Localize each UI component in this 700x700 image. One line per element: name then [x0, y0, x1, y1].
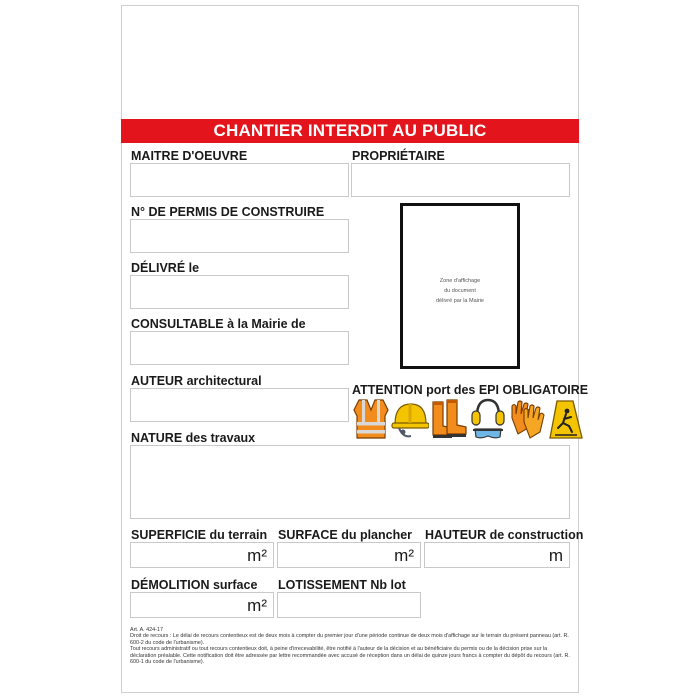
superficie-unit: m² [247, 546, 267, 565]
superficie-label [131, 528, 267, 542]
consultable-field[interactable] [130, 331, 349, 365]
ear-protection-goggles-icon [469, 398, 507, 440]
document-display-zone [400, 203, 520, 369]
safety-boots-icon [430, 398, 468, 440]
gloves-icon [508, 398, 546, 440]
sign-banner: CHANTIER INTERDIT AU PUBLIC [121, 119, 579, 143]
hard-hat-icon [391, 398, 429, 440]
superficie-field[interactable] [130, 542, 274, 568]
demolition-field[interactable] [130, 592, 274, 618]
superficie-label-rest: du terrain [206, 528, 268, 542]
legal-notice [130, 627, 574, 665]
doc-zone-line: du document [444, 288, 476, 294]
permis-label: N° DE PERMIS DE CONSTRUIRE [131, 205, 325, 219]
surface-plancher-label [278, 528, 412, 542]
hauteur-unit: m [548, 546, 563, 565]
surface-plancher-field[interactable] [277, 542, 421, 568]
safety-vest-icon [352, 398, 390, 440]
demolition-label [131, 578, 257, 592]
hauteur-label-strong: HAUTEUR [425, 528, 487, 542]
hauteur-field[interactable] [424, 542, 570, 568]
demolition-label-strong: DÉMOLITION [131, 578, 210, 592]
delivre-field[interactable] [130, 275, 349, 309]
nature-label-strong: NATURE [131, 431, 183, 445]
lotissement-label-strong: LOTISSEMENT [278, 578, 367, 592]
auteur-field[interactable] [130, 388, 349, 422]
maitre-oeuvre-label: MAITRE D'OEUVRE [131, 149, 248, 163]
demolition-unit: m² [247, 596, 267, 615]
auteur-label-strong: AUTEUR [131, 374, 184, 388]
nature-travaux-label [131, 431, 255, 445]
attention-label-rest: port des EPI OBLIGATOIRE [422, 383, 589, 397]
consultable-label-rest: à la Mairie de [223, 317, 306, 331]
lotissement-label-rest: Nb lot [366, 578, 406, 592]
wet-floor-sign-icon [547, 398, 585, 440]
consultable-label [131, 317, 306, 331]
proprietaire-label: PROPRIÉTAIRE [352, 149, 445, 163]
auteur-label [131, 374, 262, 388]
legal-article: Art. A. 424-17 [130, 627, 163, 633]
surface-label-strong: SURFACE [278, 528, 338, 542]
attention-label-strong: ATTENTION [352, 383, 423, 397]
legal-paragraph: Droit de recours : Le délai de recours contentieux est de deux mois à compter du premier jour d'une période continue de deux mois d'affichage sur le terrain du présent panneau (art. R. 600-2 du code de l'urbanisme). [130, 633, 569, 646]
delivre-label-strong: DÉLIVRÉ [131, 261, 186, 275]
maitre-oeuvre-field[interactable] [130, 163, 349, 197]
surface-unit: m² [394, 546, 414, 565]
document-zone-caption [403, 276, 517, 306]
lotissement-field[interactable] [277, 592, 421, 618]
nature-label-rest: des travaux [182, 431, 256, 445]
demolition-label-rest: surface [209, 578, 258, 592]
doc-zone-line: délivré par la Mairie [436, 298, 484, 304]
attention-epi-label [352, 383, 588, 397]
delivre-label [131, 261, 199, 275]
consultable-label-strong: CONSULTABLE [131, 317, 224, 331]
auteur-label-rest: architectural [183, 374, 262, 388]
proprietaire-field[interactable] [351, 163, 570, 197]
doc-zone-line: Zone d'affichage [439, 278, 481, 284]
permis-field[interactable] [130, 219, 349, 253]
lotissement-label [278, 578, 406, 592]
hauteur-label-rest: de construction [486, 528, 584, 542]
legal-paragraph: Tout recours administratif ou tout recours contentieux doit, à peine d'irrecevabilité, être notifié à l'auteur de la décision et au bénéficiaire du permis ou de la décision prise sur la déclaration préalable. Cette notification doit être adressée par lettre recommandée avec accusé de réception dans un délai de quinze jours francs à compter du dépôt du recours (art. R. 600-1 du code de l'urbanisme). [130, 646, 570, 666]
nature-travaux-field[interactable] [130, 445, 570, 519]
superficie-label-strong: SUPERFICIE [131, 528, 207, 542]
surface-label-rest: du plancher [337, 528, 413, 542]
hauteur-label [425, 528, 583, 542]
delivre-label-rest: le [185, 261, 200, 275]
